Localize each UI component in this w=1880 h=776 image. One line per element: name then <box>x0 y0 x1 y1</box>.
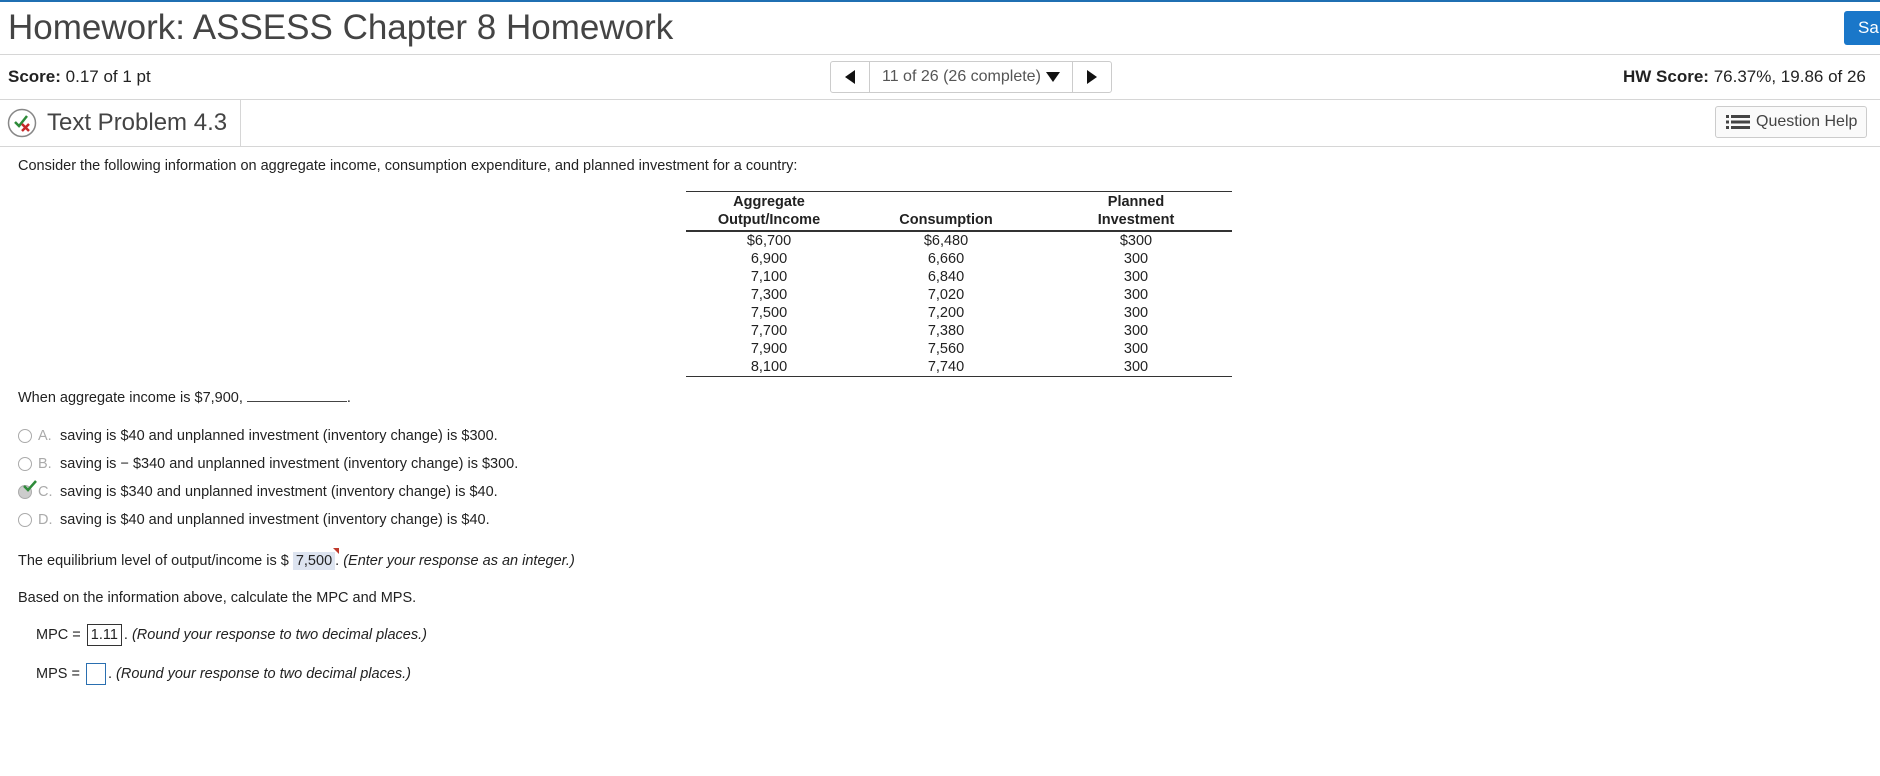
question-selector[interactable] <box>869 62 1073 92</box>
table-row: 8,100 7,740 300 <box>686 358 1232 377</box>
table-row: 7,700 7,380 300 <box>750 323 1149 339</box>
hw-score-label: HW Score: <box>1623 67 1709 86</box>
option-b-radio[interactable] <box>18 457 32 471</box>
equilibrium-question: The equilibrium level of output/income is $ 7,500 . (Enter your response as an integer.) <box>18 553 575 569</box>
option-a-text: saving is $40 and unplanned investment (inventory change) is $300. <box>60 428 498 444</box>
option-d-radio[interactable] <box>18 513 32 527</box>
table-row: 7,900 7,560 300 <box>750 341 1149 357</box>
option-c-letter: C. <box>38 484 53 500</box>
next-question-button[interactable] <box>1073 62 1111 92</box>
mpc-label: MPC = <box>36 627 81 643</box>
question-intro: Consider the following information on aggregate income, consumption expenditure, and planned investment for a country: <box>18 158 798 174</box>
table-row: $6,700 $6,480 $300 <box>746 233 1153 249</box>
table-row: 7,100 6,840 300 <box>750 269 1149 285</box>
list-icon <box>1726 114 1750 130</box>
score-value: 0.17 of 1 pt <box>65 67 151 86</box>
hw-score-value: 76.37%, 19.86 of 26 <box>1713 67 1866 86</box>
previous-question-button[interactable] <box>831 62 869 92</box>
mpc-input[interactable]: 1.11 <box>87 624 122 646</box>
equilibrium-answer[interactable]: 7,500 <box>293 552 335 570</box>
mpc-instruction: (Round your response to two decimal places.) <box>131 627 427 643</box>
option-a-radio[interactable] <box>18 429 32 443</box>
incorrect-flag-icon <box>333 548 339 554</box>
hw-score <box>1623 67 1866 87</box>
option-c-text: saving is $340 and unplanned investment (inventory change) is $40. <box>60 484 498 500</box>
mps-instruction: (Round your response to two decimal places.) <box>116 666 411 682</box>
option-c-radio[interactable] <box>18 485 32 499</box>
mpc-row: MPC = 1.11 . (Round your response to two decimal places.) <box>36 624 427 646</box>
caret-down-icon <box>1046 72 1060 82</box>
calc-prompt: Based on the information above, calculate the MPC and MPS. <box>18 590 417 606</box>
option-b-letter: B. <box>38 456 52 472</box>
option-c[interactable] <box>18 484 498 500</box>
column-header-consumption: Consumption <box>899 212 993 228</box>
column-header-income: Aggregate Output/Income <box>717 194 821 228</box>
option-b-text: saving is − $340 and unplanned investment (inventory change) is $300. <box>60 456 519 472</box>
question-position: 11 of 26 (26 complete) <box>882 68 1041 85</box>
question-help-button[interactable] <box>1715 106 1867 138</box>
option-d-text: saving is $40 and unplanned investment (inventory change) is $40. <box>60 512 490 528</box>
option-b[interactable] <box>18 456 518 472</box>
score-bar <box>0 55 1880 100</box>
correct-check-icon <box>23 480 37 492</box>
mps-label: MPS = <box>36 666 80 682</box>
table-row: 6,900 6,660 300 <box>750 251 1149 267</box>
mps-input[interactable] <box>86 663 106 685</box>
score <box>8 67 151 87</box>
option-a-letter: A. <box>38 428 52 444</box>
table-row: 7,500 7,200 300 <box>750 305 1149 321</box>
option-d-letter: D. <box>38 512 53 528</box>
option-a[interactable] <box>18 428 498 444</box>
partial-credit-icon <box>7 108 37 138</box>
question-help-label: Question Help <box>1756 113 1858 130</box>
question-navigator <box>830 61 1112 93</box>
table-row: 7,300 7,020 300 <box>750 287 1149 303</box>
table-header-row <box>686 192 1232 232</box>
question-title: Text Problem 4.3 <box>47 109 228 136</box>
data-table <box>686 191 1232 377</box>
part1-prompt: When aggregate income is $7,900, . <box>18 390 351 406</box>
save-button[interactable]: Sa <box>1844 11 1880 45</box>
equilibrium-instruction: (Enter your response as an integer.) <box>343 553 575 569</box>
arrow-left-icon <box>845 70 855 84</box>
arrow-right-icon <box>1087 70 1097 84</box>
question-bar <box>0 100 1880 147</box>
option-d[interactable] <box>18 512 490 528</box>
column-header-investment: Planned Investment <box>1097 194 1175 228</box>
page-title: Homework: ASSESS Chapter 8 Homework <box>8 8 674 47</box>
answer-blank <box>247 401 347 402</box>
score-label: Score: <box>8 67 61 86</box>
divider <box>240 100 241 146</box>
mps-row: MPS = . (Round your response to two decimal places.) <box>36 663 411 685</box>
page-header <box>0 2 1880 55</box>
